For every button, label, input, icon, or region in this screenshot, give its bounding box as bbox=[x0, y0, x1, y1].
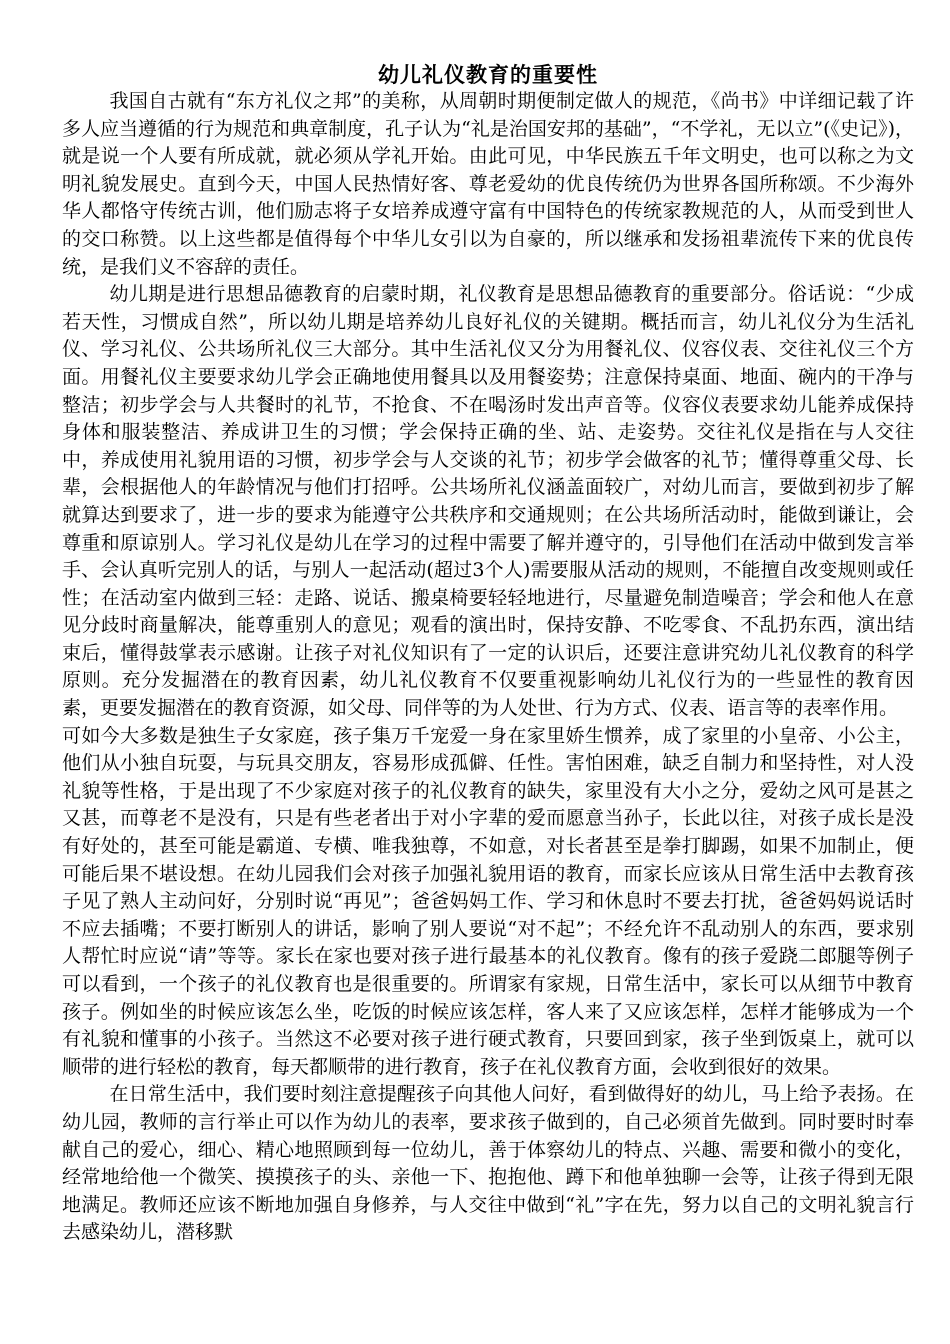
document-title: 幼儿礼仪教育的重要性 bbox=[378, 62, 598, 87]
paragraph-4: 在日常生活中，我们要时刻注意提醒孩子向其他人问好，看到做得好的幼儿，马上给予表扬。在幼儿园，教师的言行举止可以作为幼儿的表率，要求孩子做到的，自己必须首先做到。同时要时时奉献自己的爱心，细心、精心地照顾到每一位幼儿，善于体察幼儿的特点、兴趣、需要和微小的变化，经常地给他一个微笑、摸摸孩子的头、亲他一下、抱抱他、蹲下和他单独聊一会等，让孩子得到无限地满足。教师还应该不断地加强自身修养，与人交往中做到“礼”字在先，努力以自己的文明礼貌言行去感染幼儿，潜移默 bbox=[62, 1083, 914, 1244]
document-page bbox=[62, 62, 914, 1247]
paragraph-2: 幼儿期是进行思想品德教育的启蒙时期，礼仪教育是思想品德教育的重要部分。俗话说：“少成若天性，习惯成自然”，所以幼儿期是培养幼儿良好礼仪的关键期。概括而言，幼儿礼仪分为生活礼仪、学习礼仪、公共场所礼仪三大部分。其中生活礼仪又分为用餐礼仪、仪容仪表、交往礼仪三个方面。用餐礼仪主要要求幼儿学会正确地使用餐具以及用餐姿势；注意保持桌面、地面、碗内的干净与整洁；初步学会与人共餐时的礼节，不抢食、不在喝汤时发出声音等。仪容仪表要求幼儿能养成保持身体和服装整洁、养成讲卫生的习惯；学会保持正确的坐、站、走姿势。交往礼仪是指在与人交往中，养成使用礼貌用语的习惯，初步学会与人交谈的礼节；初步学会做客的礼节；懂得尊重父母、长辈，会根据他人的年龄情况与他们打招呼。公共场所礼仪涵盖面较广，对幼儿而言，要做到初步了解就算达到要求了，进一步的要求为能遵守公共秩序和交通规则；在公共场所活动时，能做到谦让，会尊重和原谅别人。学习礼仪是幼儿在学习的过程中需要了解并遵守的，引导他们在活动中做到发言举手、会认真听完别人的话，与别人一起活动(超过3个人)需要服从活动的规则，不能擅自改变规则或任性；在活动室内做到三轻：走路、说话、搬桌椅要轻轻地进行，尽量避免制造噪音；学会和他人在意见分歧时商量解决，能尊重别人的意见；观看的演出时，保持安静、不吃零食、不乱扔东西，演出结束后，懂得鼓掌表示感谢。让孩子对礼仪知识有了一定的认识后，还要注意讲究幼儿礼仪教育的科学原则。充分发掘潜在的教育因素，幼儿礼仪教育不仅要重视影响幼儿礼仪行为的一些显性的教育因素，更要发掘潜在的教育资源，如父母、同伴等的为人处世、行为方式、仪表、语言等的表率作用。 bbox=[62, 283, 914, 720]
paragraph-1: 我国自古就有“东方礼仪之邦”的美称，从周朝时期便制定做人的规范，《尚书》中详细记载了许多人应当遵循的行为规范和典章制度，孔子认为“礼是治国安邦的基础”，“不学礼，无以立”(《史记》)，就是说一个人要有所成就，就必须从学礼开始。由此可见，中华民族五千年文明史，也可以称之为文明礼貌发展史。直到今天，中国人民热情好客、尊老爱幼的优良传统仍为世界各国所称颂。不少海外华人都恪守传统古训，他们励志将子女培养成遵守富有中国特色的传统家教规范的人，从而受到世人的交口称赞。以上这些都是值得每个中华儿女引以为自豪的，所以继承和发扬祖辈流传下来的优良传统，是我们义不容辞的责任。 bbox=[62, 90, 914, 278]
paragraph-3: 可如今大多数是独生子女家庭，孩子集万千宠爱一身在家里娇生惯养，成了家里的小皇帝、小公主，他们从小独自玩耍，与玩具交朋友，容易形成孤僻、任性。害怕困难，缺乏自制力和坚持性，对人没礼貌等性格，于是出现了不少家庭对孩子的礼仪教育的缺失，家里没有大小之分，爱幼之风可是甚之又甚，而尊老不是没有，只是有些老者出于对小字辈的爱而愿意当孙子，长此以往，对孩子成长是没有好处的，甚至可能是霸道、专横、唯我独尊，不如意，对长者甚至是拳打脚踢，如果不加制止，便可能后果不堪设想。在幼儿园我们会对孩子加强礼貌用语的教育，而家长应该从日常生活中去教育孩子见了熟人主动问好，分别时说“再见”；爸爸妈妈工作、学习和休息时不要去打扰，爸爸妈妈说话时不应去插嘴；不要打断别人的讲话，影响了别人要说“对不起”；不经允许不乱动别人的东西，要求别人帮忙时应说“请”等等。家长在家也要对孩子进行最基本的礼仪教育。像有的孩子爱跷二郎腿等例子可以看到，一个孩子的礼仪教育也是很重要的。所谓家有家规，日常生活中，家长可以从细节中教育孩子。例如坐的时候应该怎么坐，吃饭的时候应该怎样，客人来了又应该怎样，怎样才能够成为一个有礼貌和懂事的小孩子。当然这不必要对孩子进行硬式教育，只要回到家，孩子坐到饭桌上，就可以顺带的进行轻松的教育，每天都顺带的进行教育，孩子在礼仪教育方面，会收到很好的效果。 bbox=[62, 724, 914, 1078]
